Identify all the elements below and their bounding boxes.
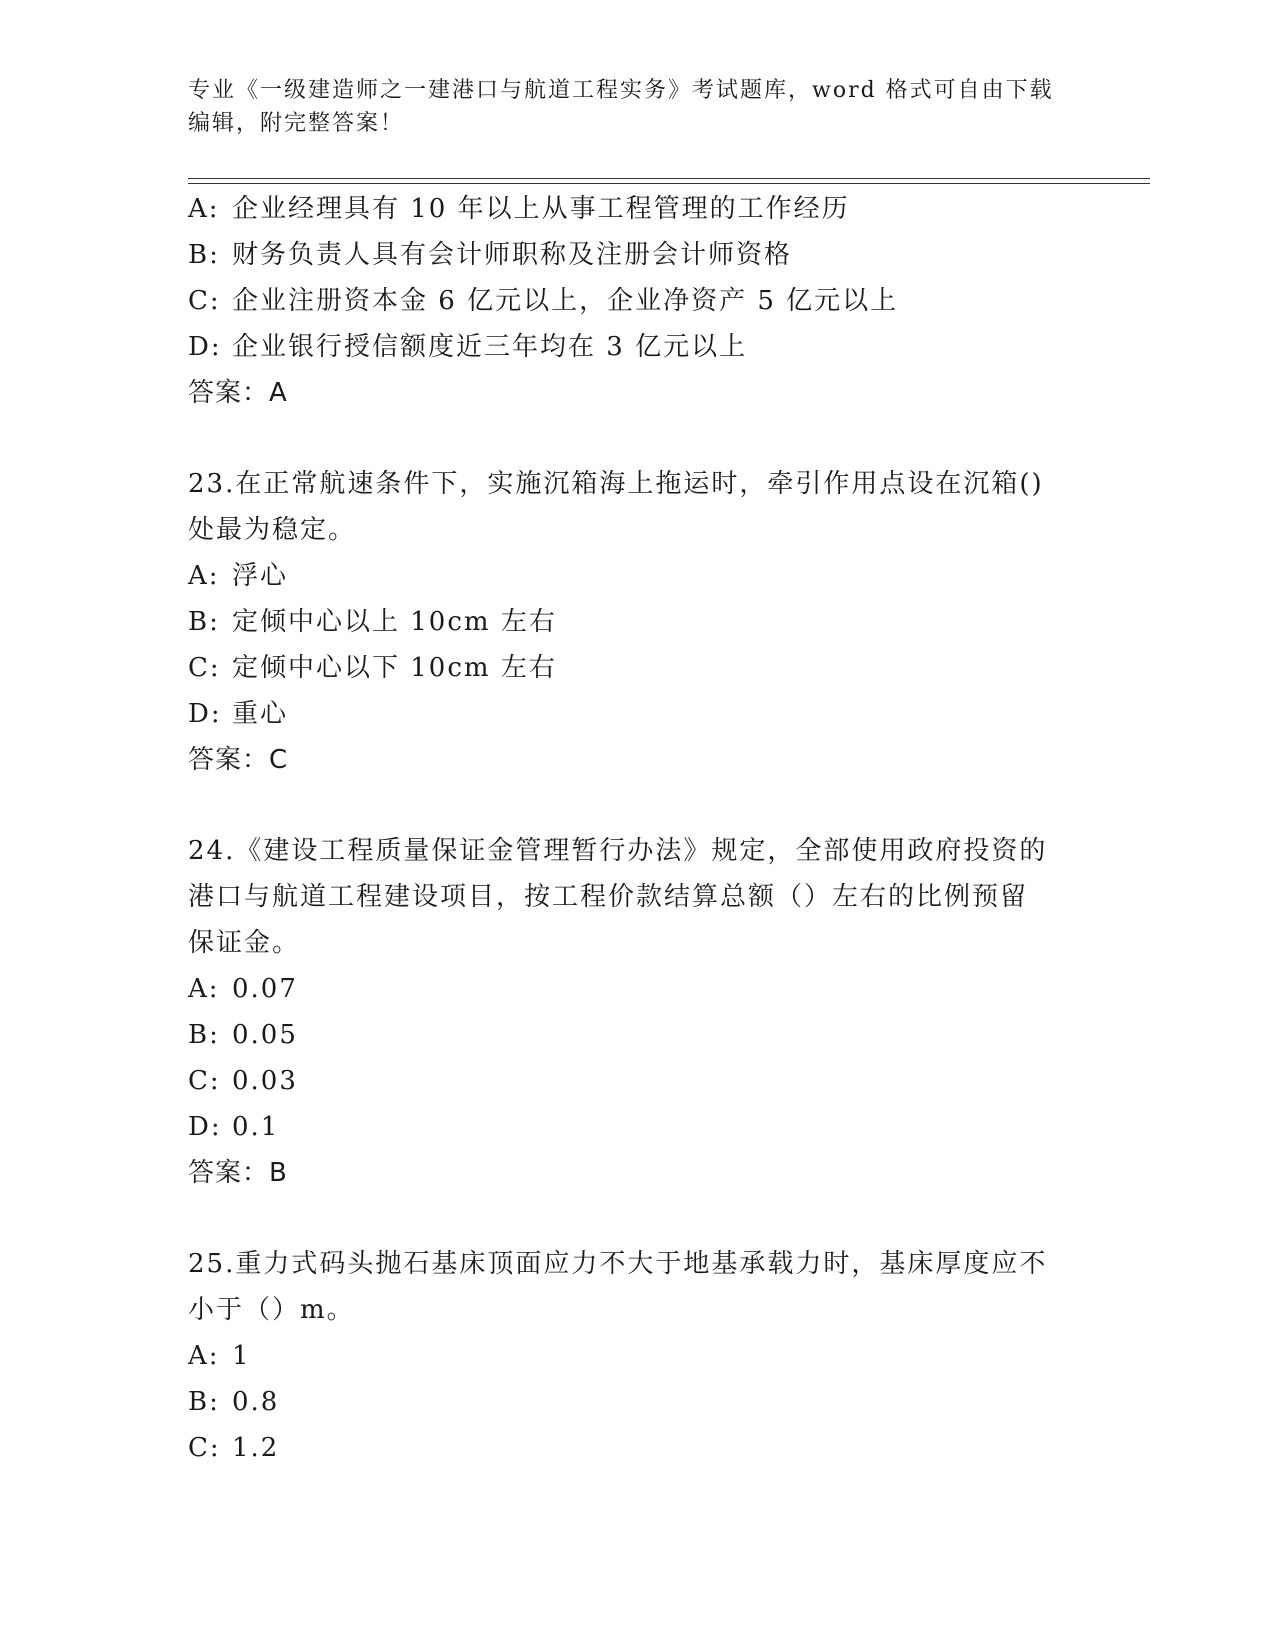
answer-line: 答案：C [188,745,289,775]
option-a: A: 企业经理具有 10 年以上从事工程管理的工作经历 [188,194,850,224]
option-d: D: 企业银行授信额度近三年均在 3 亿元以上 [188,332,748,362]
header-rule-top [188,178,1150,179]
question-25-text: 25.重力式码头抛石基床顶面应力不大于地基承载力时，基床厚度应不 小于（）m。 [188,1249,1048,1325]
option-b: B: 0.8 [188,1387,280,1417]
option-d: D: 重心 [188,699,289,729]
header-line-2: 编辑，附完整答案！ [188,111,405,136]
document-header [188,74,1088,140]
answer-line: 答案：B [188,1158,288,1188]
answer-line: 答案：A [188,378,288,408]
question-22-block [188,186,1088,416]
option-a: A: 0.07 [188,974,298,1004]
option-d: D: 0.1 [188,1112,280,1142]
option-b: B: 0.05 [188,1020,298,1050]
option-a: A: 浮心 [188,561,289,591]
option-c: C: 企业注册资本金 6 亿元以上，企业净资产 5 亿元以上 [188,286,899,316]
question-24-text: 24.《建设工程质量保证金管理暂行办法》规定，全部使用政府投资的 港口与航道工程建设项目，按工程价款结算总额（）左右的比例预留 保证金。 [188,836,1048,958]
question-content [188,186,1088,1471]
option-b: B: 财务负责人具有会计师职称及注册会计师资格 [188,240,793,270]
option-c: C: 1.2 [188,1433,280,1463]
option-b: B: 定倾中心以上 10cm 左右 [188,607,557,637]
header-rule-bottom [188,183,1150,184]
question-23-block [188,461,1088,783]
header-line-1: 专业《一级建造师之一建港口与航道工程实务》考试题库，word 格式可自由下载 [188,78,1054,103]
option-c: C: 定倾中心以下 10cm 左右 [188,653,557,683]
option-c: C: 0.03 [188,1066,298,1096]
question-25-block [188,1241,1088,1471]
question-24-block [188,828,1088,1196]
question-23-text: 23.在正常航速条件下，实施沉箱海上拖运时，牵引作用点设在沉箱() 处最为稳定。 [188,469,1044,545]
option-a: A: 1 [188,1341,251,1371]
